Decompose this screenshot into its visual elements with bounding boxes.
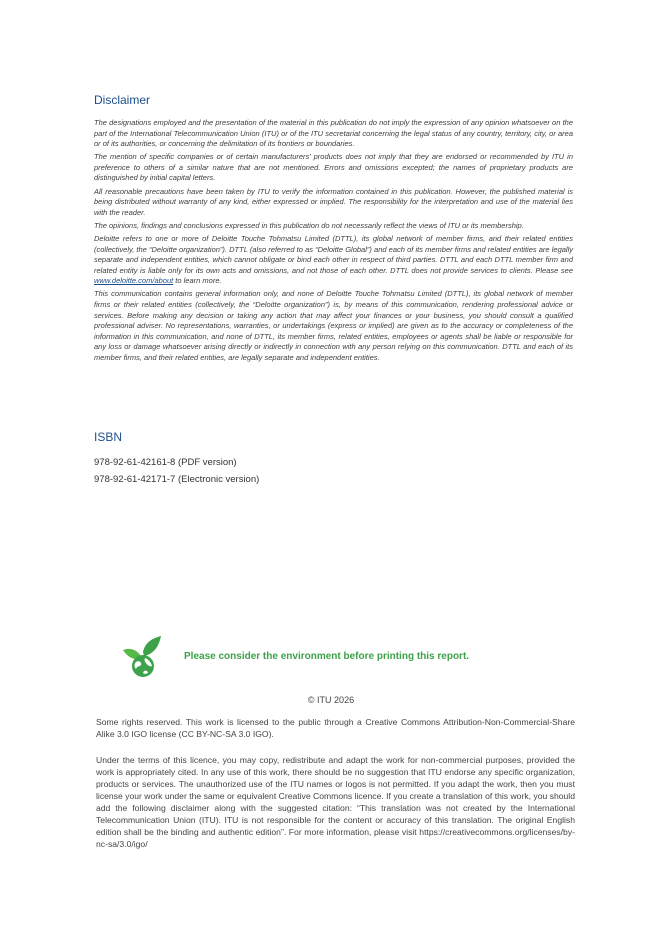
deloitte-suffix: to learn more. <box>173 276 222 286</box>
disclaimer-body <box>94 118 573 366</box>
disclaimer-paragraph-5 <box>94 234 573 287</box>
disclaimer-paragraph-2: The mention of specific companies or of certain manufacturers’ products does not imply that they are endorsed or recommended by ITU in preference to others of a similar nature that are not mentioned. Errors and omissions excepted; the names of proprietary products are distinguished by initial capital letters. <box>94 152 573 183</box>
disclaimer-paragraph-6: This communication contains general information only, and none of Deloitte Touche Tohmatsu Limited (DTTL), its global network of member firms or their related entities (collectively, the “Deloitte organization”) is, by means of this communication, rendering professional advice or services. Before making any decision or taking any action that may affect your finances or your business, you should consult a qualified professional adviser. No representations, warranties, or undertakings (express or implied) are given as to the accuracy or completeness of the information in this communication, and none of DTTL, its member firms, related entities, employees or agents shall be liable or responsible for any loss or damage whatsoever arising directly or indirectly in connection with any person relying on this communication. DTTL and each of its member firms, and their related entities, are legally separate and independent entities. <box>94 289 573 362</box>
deloitte-about-link[interactable]: www.deloitte.com/about <box>94 276 174 286</box>
isbn-heading: ISBN <box>94 430 123 444</box>
isbn-pdf: 978-92-61-42161-8 (PDF version) <box>94 457 237 468</box>
deloitte-text: Deloitte refers to one or more of Deloitte Touche Tohmatsu Limited (DTTL), its global network of member firms, and their related entities (collectively, the “Deloitte organization”). DTTL (also referred to as “Deloitte Global”) and each of its member firms and related entities are legally separate and independent entities, which cannot obligate or bind each other in respect of third parties. DTTL and each DTTL member firm and related entity is liable only for its own acts and omissions, and not those of each other. DTTL does not provide services to clients. Please see <box>94 233 573 275</box>
disclaimer-heading: Disclaimer <box>94 93 151 107</box>
disclaimer-paragraph-3: All reasonable precautions have been taken by ITU to verify the information contained in this publication. However, the published material is being distributed without warranty of any kind, either expressed or implied. The responsibility for the interpretation and use of the material lies with the reader. <box>94 186 573 217</box>
license-paragraph-2: Under the terms of this licence, you may copy, redistribute and adapt the work for non-commercial purposes, provided the work is appropriately cited. In any use of this work, there should be no suggestion that ITU endorse any specific organization, products or services. The unauthorized use of the ITU names or logos is not permitted. If you adapt the work, then you must license your work under the same or equivalent Creative Commons licence. If you create a translation of this work, you should add the following disclaimer along with the suggested citation: “This translation was not created by the International Telecommunication Union (ITU). ITU is not responsible for the content or accuracy of this translation. The original English edition shall be the binding and authentic edition”. For more information, please visit https://creativecommons.org/licenses/by-nc-sa/3.0/igo/ <box>96 755 575 849</box>
eco-leaf-globe-icon <box>123 636 163 678</box>
environment-message: Please consider the environment before printing this report. <box>184 651 470 662</box>
disclaimer-paragraph-4: The opinions, findings and conclusions expressed in this publication do not necessarily reflect the views of ITU or its membership. <box>94 220 524 230</box>
license-paragraph-1: Some rights reserved. This work is licensed to the public through a Creative Commons Attribution-Non-Commercial-Share Alike 3.0 IGO license (CC BY-NC-SA 3.0 IGO). <box>96 717 575 739</box>
copyright-notice: © ITU 2026 <box>307 695 355 705</box>
isbn-electronic: 978-92-61-42171-7 (Electronic version) <box>94 474 260 485</box>
disclaimer-paragraph-1: The designations employed and the presentation of the material in this publication do not imply the expression of any opinion whatsoever on the part of the International Telecommunication Union (ITU) or of the ITU secretariat concerning the legal status of any country, territory, city, or area or of its authorities, or concerning the delimitation of its frontiers or boundaries. <box>94 118 573 149</box>
